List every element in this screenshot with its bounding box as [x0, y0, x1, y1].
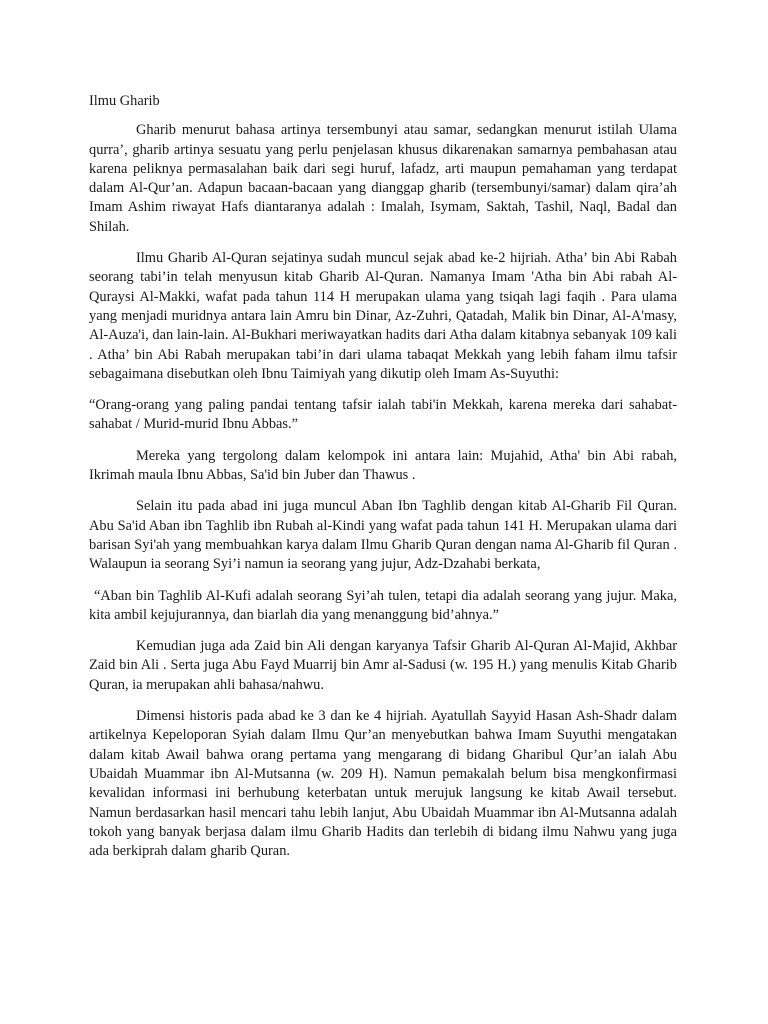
quote-adz-dzahabi: “Aban bin Taghlib Al-Kufi adalah seorang Syi’ah tulen, tetapi dia adalah seorang yang jujur. Maka, kita ambil kejujurannya, dan biarlah dia yang menanggung bid’ahnya.”	[89, 587, 677, 623]
paragraph-group-members: Mereka yang tergolong dalam kelompok ini antara lain: Mujahid, Atha' bin Abi rabah, Ikrimah maula Ibnu Abbas, Sa'id bin Juber dan Thawus .	[89, 447, 677, 484]
paragraph-historical-dimension: Dimensi historis pada abad ke 3 dan ke 4 hijriah. Ayatullah Sayyid Hasan Ash-Shadr dalam artikelnya Kepeloporan Syiah dalam Ilmu Qur’an menyebutkan bahwa Imam Suyuthi mengatakan dalam kitab Awail bahwa orang pertama yang mengarang di bidang Gharibul Qur’an ialah Abu Ubaidah Muammar ibn Al-Mutsanna (w. 209 H). Namun pemakalah belum bisa mengkonfirmasi kevalidan informasi ini berhubung keterbatan untuk merujuk langsung ke kitab Awail tersebut. Namun berdasarkan hasil mencari tahu lebih lanjut, Abu Ubaidah Muammar ibn Al-Mutsanna adalah tokoh yang banyak berjasa dalam ilmu Gharib Hadits dan terlebih di bidang ilmu Nahwu yang juga ada berkiprah dalam gharib Quran.	[89, 708, 677, 860]
paragraph-zaid-bin-ali: Kemudian juga ada Zaid bin Ali dengan karyanya Tafsir Gharib Al-Quran Al-Majid, Akhbar Zaid bin Ali . Serta juga Abu Fayd Muarrij bin Amr al-Sadusi (w. 195 H.) yang menulis Kitab Gharib Quran, ia merupakan ahli bahasa/nahwu.	[89, 638, 677, 693]
document-title: Ilmu Gharib	[89, 93, 160, 109]
paragraph-aban-ibn-taghlib: Selain itu pada abad ini juga muncul Aban Ibn Taghlib dengan kitab Al-Gharib Fil Quran. Abu Sa'id Aban ibn Taghlib ibn Rubah al-Kindi yang wafat pada tahun 141 H. Merupakan ulama dari barisan Syi'ah yang membuahkan karya dalam Ilmu Gharib Quran dengan nama Al-Gharib fil Quran . Walaupun ia seorang Syi’i namun ia seorang yang jujur, Adz-Dzahabi berkata,	[89, 498, 677, 573]
document-body	[89, 92, 677, 873]
quote-ibnu-taimiyah: “Orang-orang yang paling pandai tentang tafsir ialah tabi'in Mekkah, karena mereka dari sahabat-sahabat / Murid-murid Ibnu Abbas.”	[89, 397, 677, 433]
paragraph-definition: Gharib menurut bahasa artinya tersembunyi atau samar, sedangkan menurut istilah Ulama qurra’, gharib artinya sesuatu yang perlu penjelasan khusus dikarenakan samarnya pembahasan atau karena peliknya permasalahan baik dari segi huruf, lafadz, arti maupun pemahaman yang terdapat dalam Al-Qur’an. Adapun bacaan-bacaan yang dianggap gharib (tersembunyi/samar) dalam qira’ah Imam Ashim riwayat Hafs diantaranya adalah : Imalah, Isymam, Saktah, Tashil, Naql, Badal dan Shilah.	[89, 122, 677, 235]
paragraph-history-atha: Ilmu Gharib Al-Quran sejatinya sudah muncul sejak abad ke-2 hijriah. Atha’ bin Abi Rabah seorang tabi’in telah menyusun kitab Gharib Al-Quran. Namanya Imam 'Atha bin Abi rabah Al-Qurays​i Al-Makki, wafat pada tahun 114 H merupakan ulama yang tsiqah lagi faqih . Para ulama yang menjadi muridnya antara lain Amru bin Dinar, Az-Zuhri, Qatadah, Malik bin Dinar, Al-A'masy, Al-Auza'i, dan lain-lain. Al-Bukhari meriwayatkan hadits dari Atha dalam kitabnya sebanyak 109 kali . Atha’ bin Abi Rabah merupakan tabi’in dari ulama tabaqat Mekkah yang lebih faham ilmu tafsir sebagaimana disebutkan oleh Ibnu Taimiyah yang dikutip oleh Imam As-Suyuthi:	[89, 250, 677, 382]
